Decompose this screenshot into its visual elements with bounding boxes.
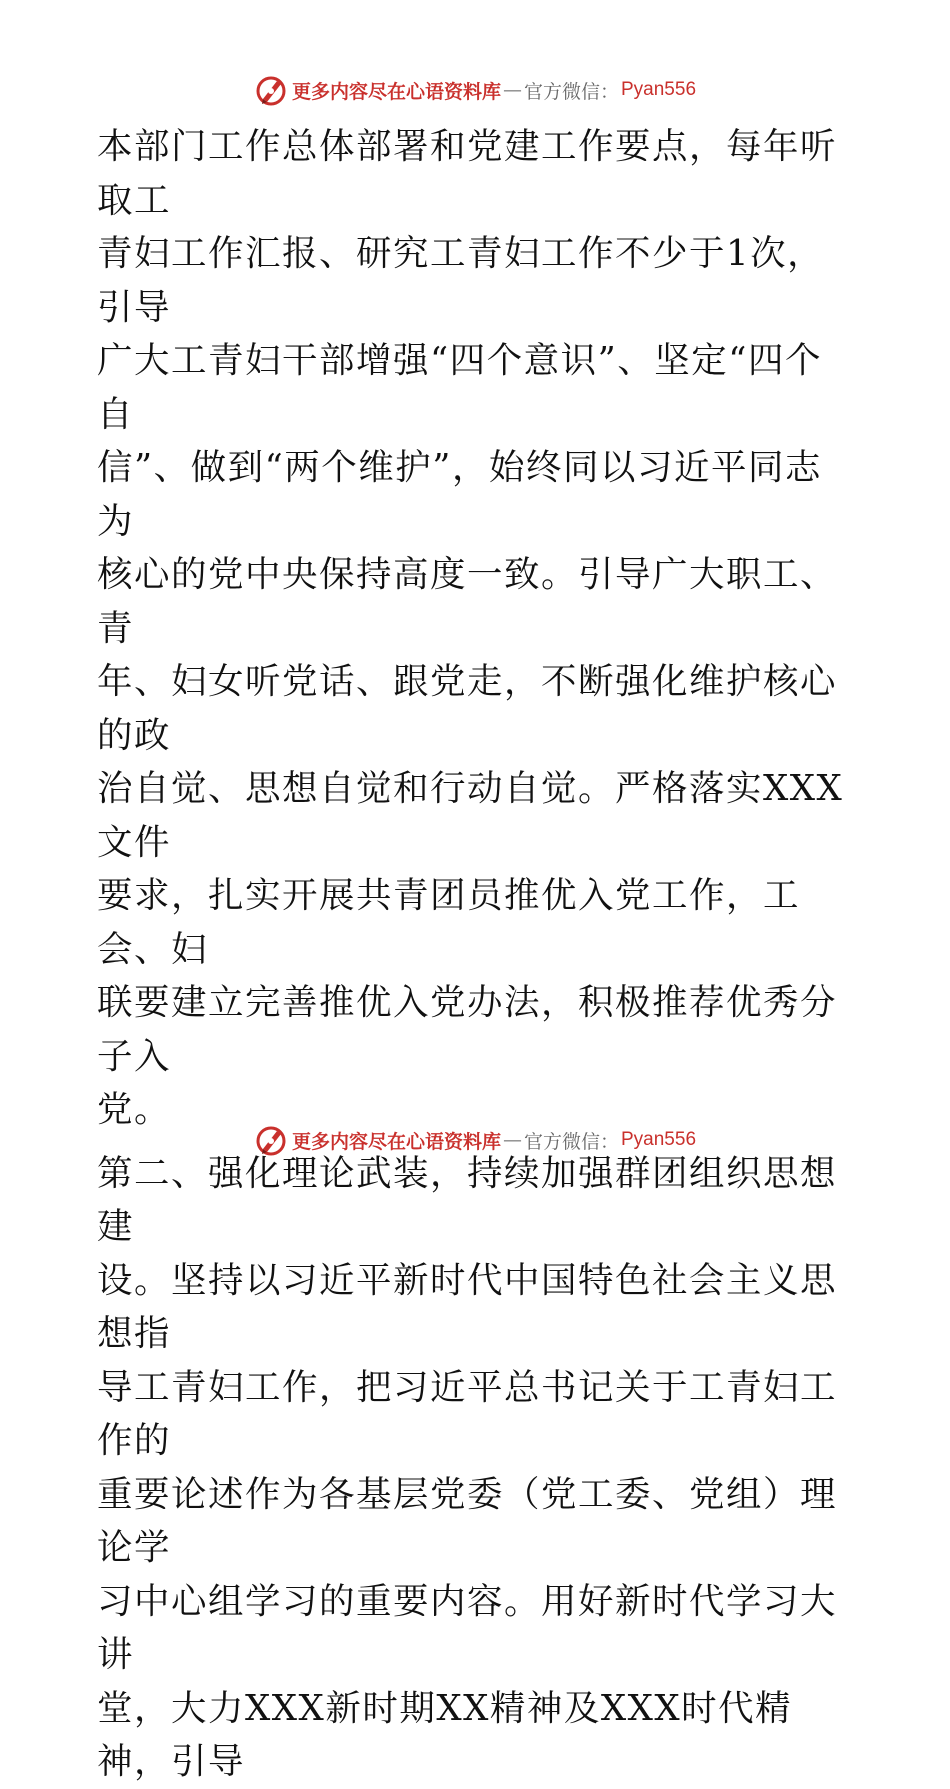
banner-dash: — (502, 79, 522, 101)
document-body (97, 120, 857, 1789)
body-paragraph-1: 本部门工作总体部署和党建工作要点，每年听取工 青妇工作汇报、研究工青妇工作不少于1次，引导 广大工青妇干部增强“四个意识”、坚定“四个自 信”、做到“两个维护”，始终同以习近平同志为 核心的党中央保持高度一致。引导广大职工、青 年、妇女听党话、跟党走，不断强化维护核心的政 治自觉、思想自觉和行动自觉。严格落实XXX文件 要求，扎实开展共青团员推优入党工作，工会、妇 联要建立完善推优入党办法，积极推荐优秀分子入 党。 (97, 126, 844, 1130)
pen-logo-icon (254, 73, 288, 107)
banner-dash: — (502, 1129, 522, 1151)
banner-account: Pyan556 (621, 79, 697, 100)
banner-account: Pyan556 (621, 1129, 697, 1150)
banner-brand-text: 更多内容尽在心语资料库 (291, 80, 501, 103)
footer-banner (0, 1120, 950, 1160)
pen-logo-icon (254, 1123, 288, 1157)
body-paragraph-2: 第二、强化理论武装，持续加强群团组织思想建 设。坚持以习近平新时代中国特色社会主义思想指 导工青妇工作，把习近平总书记关于工青妇工作的 重要论述作为各基层党委（党工委、党组）理论学 习中心组学习的重要内容。用好新时代学习大讲 堂，大力XXX新时期XX精神及XXX时代精神，引导 (97, 1152, 838, 1782)
banner-brand-text: 更多内容尽在心语资料库 (291, 1130, 501, 1153)
banner-official-label: 官方微信： (523, 1130, 619, 1153)
header-banner (0, 70, 950, 110)
banner-official-label: 官方微信： (523, 80, 619, 103)
